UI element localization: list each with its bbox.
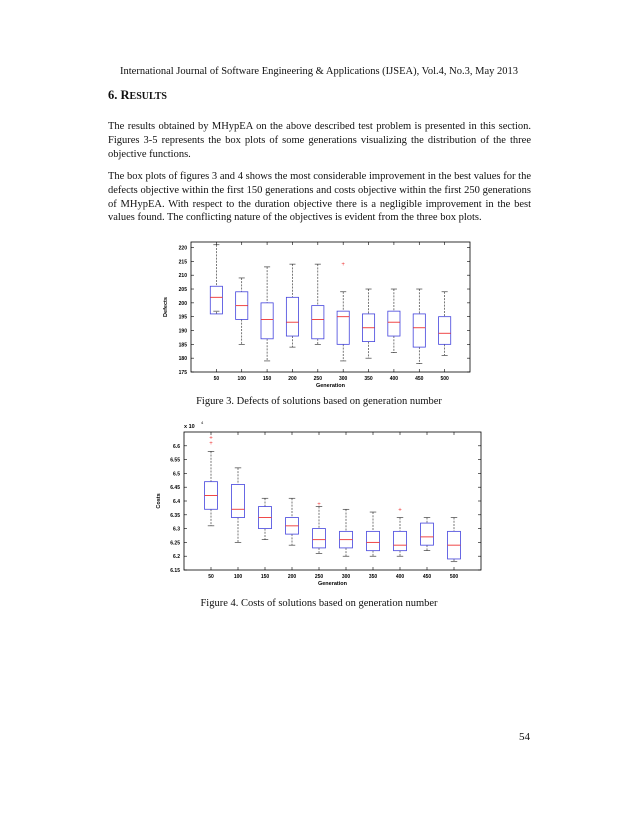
outlier-point: +: [317, 501, 321, 508]
plot-frame: [191, 242, 470, 372]
y-axis-label: Defects: [163, 297, 169, 317]
x-tick-label: 150: [260, 574, 270, 580]
x-tick-label: 250: [314, 574, 324, 580]
x-tick-label: 250: [313, 376, 322, 382]
y-tick-label: 6.3: [173, 526, 180, 533]
y-tick-label: 6.15: [170, 568, 180, 574]
x-tick-label: 500: [449, 574, 459, 580]
costs-boxplot: [156, 420, 486, 590]
page-number: 54: [519, 731, 530, 743]
outlier-point: +: [341, 262, 345, 269]
x-tick-label: 150: [262, 376, 272, 382]
y-tick-label: 6.6: [173, 443, 180, 450]
y-tick-label: 6.25: [170, 540, 180, 547]
x-axis-label: Generation: [317, 581, 348, 587]
section-title-rest: ESULTS: [129, 91, 167, 102]
x-tick-label: 500: [440, 376, 449, 382]
y-tick-label: 6.4: [173, 499, 180, 505]
section-title-initial: R: [120, 88, 130, 102]
y-tick-label: 180: [178, 356, 187, 363]
y-tick-label: 200: [178, 300, 187, 307]
x-tick-label: 400: [389, 376, 399, 382]
y-tick-label: 6.35: [170, 512, 180, 519]
x-tick-label: 350: [368, 574, 378, 580]
x-axis-label: Generation: [315, 383, 346, 389]
y-tick-label: 6.55: [170, 457, 180, 464]
y-scale-exponent: 4: [201, 420, 204, 425]
outlier-point: +: [398, 507, 402, 514]
figure-costs: [156, 420, 486, 590]
x-tick-label: 350: [364, 376, 373, 382]
y-tick-label: 6.2: [173, 554, 180, 561]
y-tick-label: 220: [178, 245, 187, 252]
running-header: International Journal of Software Engineering & Applications (IJSEA), Vol.4, No.3, May 2013: [120, 66, 518, 77]
x-tick-label: 200: [287, 574, 297, 580]
x-tick-label: 300: [339, 376, 348, 382]
plot-frame: [184, 432, 481, 570]
y-axis-label: Costs: [156, 493, 162, 509]
figure-3-caption: Figure 3. Defects of solutions based on generation number: [196, 396, 442, 407]
defects-boxplot: [163, 238, 475, 390]
y-tick-label: 175: [178, 370, 187, 376]
y-tick-label: 185: [178, 342, 187, 349]
outlier-point: +: [209, 441, 213, 448]
x-tick-label: 100: [237, 376, 246, 382]
paragraph-analysis: The box plots of figures 3 and 4 shows the most considerable improvement in the best values for the defects objective within the first 150 generations and costs objective within the first 250 generations of MHypEA. With respect to the duration objective there is a negligible improvement in the best values found. The conflicting nature of the objectives is evident from the three box plots.: [108, 171, 531, 224]
x-tick-label: 300: [341, 574, 351, 580]
paragraph-intro: The results obtained by MHypEA on the above described test problem is presented in this section. Figures 3-5 represents the box plots of some generations visualizing the distribution of the three objective functions.: [108, 121, 531, 160]
x-tick-label: 400: [395, 574, 405, 580]
y-tick-label: 210: [178, 273, 187, 280]
outlier-point: +: [209, 435, 213, 442]
figure-defects: [163, 238, 475, 390]
y-tick-label: 190: [178, 328, 187, 335]
x-tick-label: 450: [422, 574, 432, 580]
x-tick-label: 50: [213, 376, 220, 382]
y-tick-label: 205: [178, 287, 187, 294]
y-scale-factor: x 10: [184, 424, 195, 430]
x-tick-label: 450: [415, 376, 424, 382]
y-tick-label: 195: [178, 314, 187, 321]
figure-4-caption: Figure 4. Costs of solutions based on generation number: [200, 598, 438, 609]
x-tick-label: 50: [208, 574, 214, 580]
y-tick-label: 6.5: [173, 471, 180, 478]
section-number: 6.: [108, 88, 118, 102]
x-tick-label: 200: [288, 376, 297, 382]
x-tick-label: 100: [233, 574, 243, 580]
section-heading: [108, 88, 167, 103]
y-tick-label: 6.45: [170, 485, 180, 492]
y-tick-label: 215: [178, 259, 187, 266]
